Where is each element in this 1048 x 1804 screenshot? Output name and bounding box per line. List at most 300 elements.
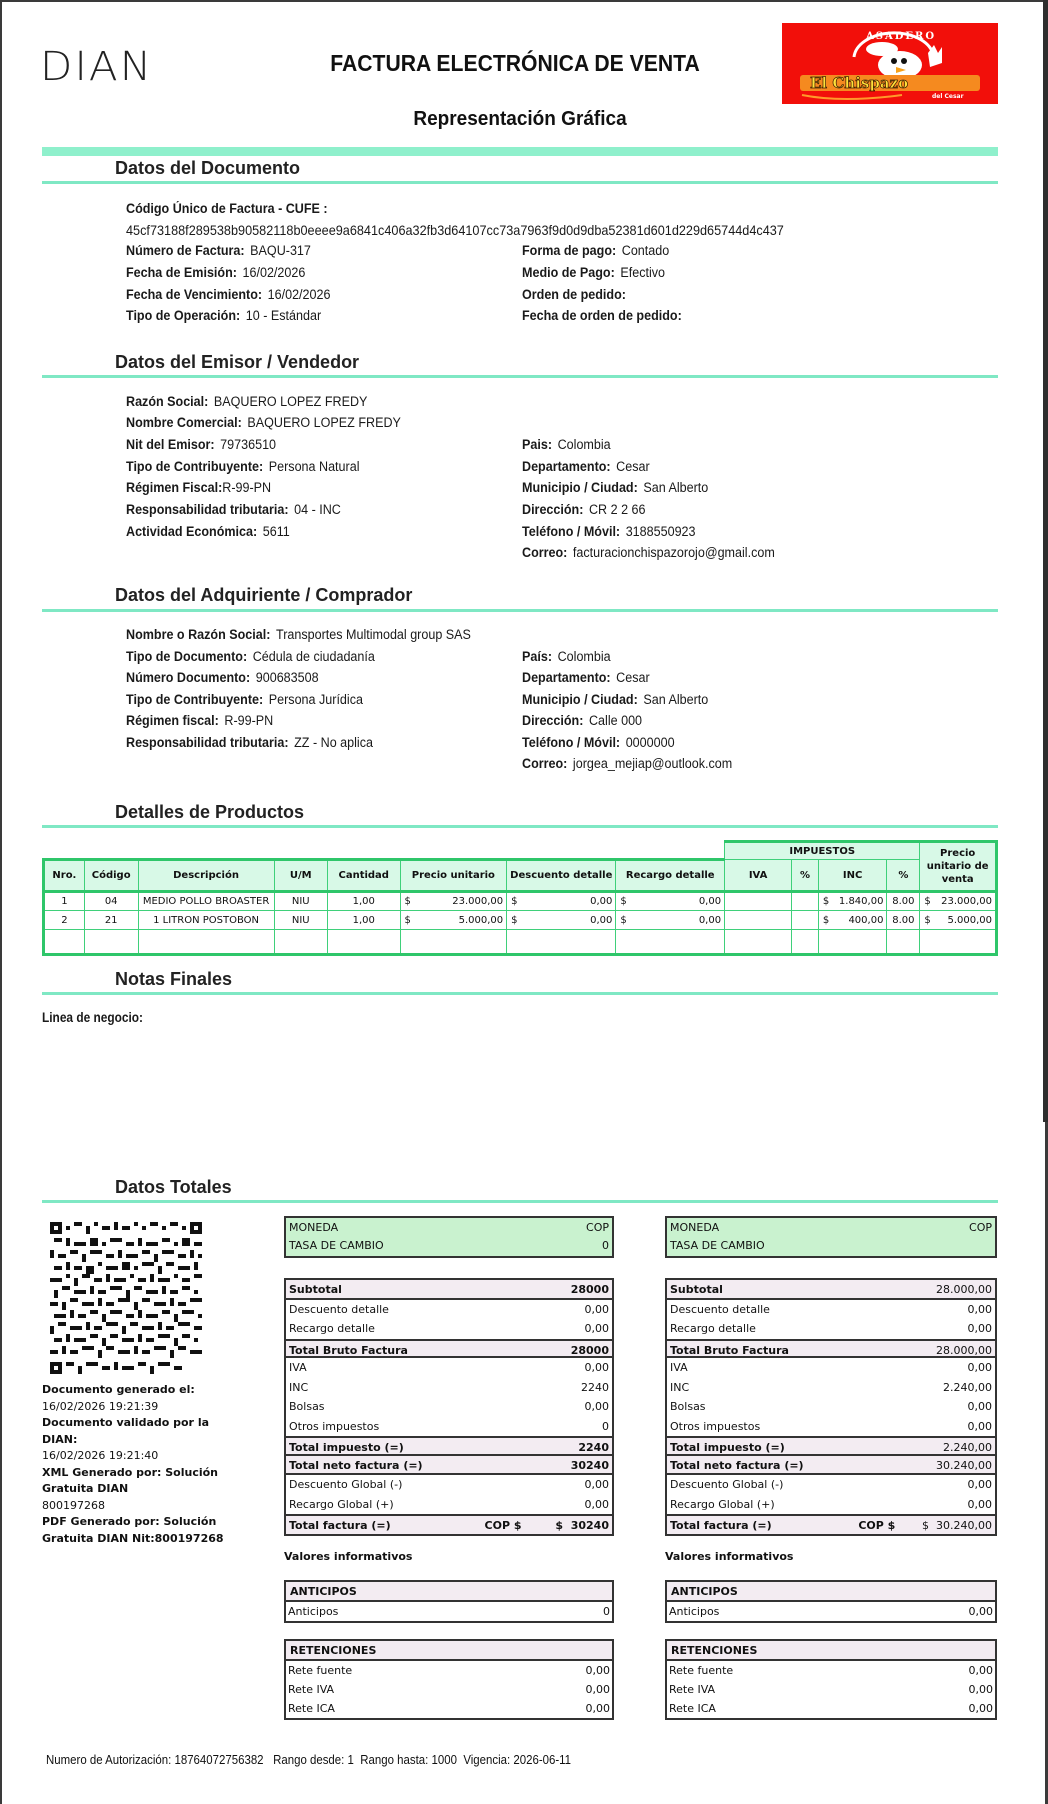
tasa-label: TASA DE CAMBIO	[289, 1239, 384, 1252]
total-row	[286, 1358, 612, 1378]
total-row	[667, 1436, 995, 1456]
header-recargo: Recargo detalle	[616, 860, 725, 892]
field-direccion	[522, 713, 642, 728]
row-value: 2240	[581, 1380, 609, 1394]
cell-value: 400,00	[848, 914, 884, 926]
cell-precio-unitario	[400, 892, 507, 911]
svg-text:El Chispazo: El Chispazo	[810, 74, 909, 92]
row-currency: COP $	[858, 1519, 896, 1532]
currency-symbol: $	[404, 914, 411, 926]
field-correo	[522, 756, 732, 771]
table-row	[44, 911, 997, 930]
row-value: 0	[603, 1604, 610, 1618]
totals-box	[665, 1278, 997, 1536]
retenciones-header: RETENCIONES	[667, 1641, 995, 1661]
authorization-footer	[46, 1752, 571, 1767]
retencion-row	[667, 1680, 995, 1699]
row-value: 30.240,00	[936, 1458, 992, 1472]
field-label: Tipo de Operación:	[126, 308, 241, 323]
field-numero-documento	[126, 670, 319, 685]
row-value: 0,00	[584, 1497, 609, 1511]
field-value: jorgea_mejiap@outlook.com	[572, 756, 733, 771]
row-value: 0,00	[968, 1663, 993, 1677]
row-label: Anticipos	[288, 1604, 339, 1618]
totals-column-right	[665, 1216, 997, 1720]
cell-nro: 2	[44, 911, 85, 930]
total-row	[667, 1397, 995, 1417]
header-nro: Nro.	[44, 860, 85, 892]
field-label: Régimen fiscal:	[126, 713, 219, 728]
field-label: Forma de pago:	[522, 243, 617, 258]
row-label: Recargo Global (+)	[670, 1497, 775, 1511]
cufe-value: 45cf73188f289538b90582118b0eeee9a6841c406a32fb3d64107cc73a7963f9d0d9dba52381d601d229d65744d4c437	[126, 222, 784, 238]
rango-desde-label: Rango desde:	[273, 1752, 345, 1767]
retencion-row	[667, 1699, 995, 1718]
field-tipo-contribuyente	[126, 459, 359, 474]
cell-recargo	[616, 892, 725, 911]
field-pais	[522, 437, 611, 452]
total-row	[286, 1378, 612, 1398]
row-label: Otros impuestos	[670, 1419, 761, 1433]
field-value: 04 - INC	[294, 502, 341, 517]
field-value: Cédula de ciudadanía	[252, 649, 375, 664]
header-impuestos: IMPUESTOS	[725, 842, 920, 860]
cell-inc-pct: 8.00	[887, 911, 920, 930]
retenciones-box	[665, 1639, 997, 1720]
cell-value: 0,00	[590, 896, 613, 907]
field-pais	[522, 649, 611, 664]
totals-box	[284, 1278, 614, 1536]
field-responsabilidad	[126, 735, 373, 750]
info-line: 800197268	[42, 1498, 105, 1512]
section-title-adquiriente: Datos del Adquiriente / Comprador	[115, 585, 413, 605]
row-label: INC	[670, 1380, 690, 1394]
field-label: Número Documento:	[126, 670, 251, 685]
cell-value: 0,00	[698, 896, 722, 907]
row-label: Rete fuente	[288, 1663, 353, 1677]
table-row	[44, 892, 997, 911]
cufe-label-row	[126, 201, 328, 216]
row-value: $ 30.240,00	[922, 1519, 992, 1532]
section-divider	[42, 1200, 998, 1203]
row-label: Rete IVA	[669, 1682, 716, 1696]
field-value: Transportes Multimodal group SAS	[275, 627, 471, 642]
row-label: Total neto factura (=)	[289, 1458, 423, 1472]
header-iva: IVA	[725, 860, 792, 892]
row-value: 28.000,00	[936, 1283, 992, 1296]
cell-precio-venta	[920, 892, 997, 911]
section-title-productos: Detalles de Productos	[115, 802, 305, 822]
field-label: Teléfono / Móvil:	[522, 524, 621, 539]
field-value: Cesar	[616, 670, 650, 685]
row-value: 0,00	[967, 1400, 992, 1413]
cell-descripcion: 1 LITRON POSTOBON	[138, 911, 274, 930]
field-label: Correo:	[522, 545, 568, 560]
linea-negocio-label: Linea de negocio:	[42, 1010, 143, 1025]
brand-logo	[782, 23, 998, 104]
totals-column-left	[284, 1216, 614, 1720]
field-label: Departamento:	[522, 459, 611, 474]
row-label: Subtotal	[289, 1283, 342, 1296]
header-cantidad: Cantidad	[327, 860, 400, 892]
retencion-row	[667, 1661, 995, 1680]
row-label: Total factura (=)	[670, 1519, 772, 1532]
retenciones-header: RETENCIONES	[286, 1641, 612, 1661]
cell-value: 23.000,00	[452, 896, 504, 907]
field-medio-pago	[522, 265, 665, 280]
row-label: Rete ICA	[288, 1701, 335, 1715]
document-subtitle: Representación Gráfica	[413, 108, 627, 130]
field-label: Correo:	[522, 756, 568, 771]
cell-iva	[725, 892, 792, 911]
cell-inc-pct: 8.00	[887, 892, 920, 911]
retenciones-box	[284, 1639, 614, 1720]
row-value: 0,00	[967, 1302, 992, 1316]
chicken-mascot-icon	[782, 23, 998, 104]
row-value: 0,00	[967, 1419, 992, 1433]
total-row	[667, 1495, 995, 1515]
field-label: Teléfono / Móvil:	[522, 735, 621, 750]
autorizacion-value: 18764072756382	[174, 1752, 264, 1767]
section-title-documento: Datos del Documento	[115, 158, 301, 178]
row-label: IVA	[289, 1361, 307, 1374]
field-value: 0000000	[625, 735, 675, 750]
moneda-label: MONEDA	[670, 1221, 720, 1234]
currency-symbol: $	[404, 896, 411, 907]
cell-descripcion: MEDIO POLLO BROASTER	[138, 892, 274, 911]
row-label: Total Bruto Factura	[670, 1343, 789, 1357]
cell-iva-pct	[792, 911, 819, 930]
info-line: Documento validado por la DIAN:	[42, 1416, 210, 1446]
header-inc: INC	[818, 860, 887, 892]
section-title-totales: Datos Totales	[115, 1177, 232, 1197]
row-value: 2.240,00	[943, 1380, 992, 1394]
row-label: Total impuesto (=)	[670, 1441, 785, 1454]
row-value: 0,00	[584, 1302, 609, 1316]
field-label: Dirección:	[522, 502, 584, 517]
field-value: BAQU-317	[250, 243, 311, 258]
info-line: 16/02/2026 19:21:39	[42, 1399, 159, 1413]
tasa-value: 0	[602, 1239, 609, 1252]
total-row	[667, 1319, 995, 1339]
field-label: Fecha de Emisión:	[126, 265, 237, 280]
dian-logo: DIAN	[40, 44, 154, 90]
field-label: Tipo de Contribuyente:	[126, 459, 264, 474]
moneda-label: MONEDA	[289, 1221, 339, 1234]
qr-code[interactable]	[50, 1222, 202, 1374]
anticipos-header: ANTICIPOS	[667, 1582, 995, 1602]
row-value: 0,00	[967, 1322, 992, 1335]
row-label: Total impuesto (=)	[289, 1441, 404, 1454]
total-row	[286, 1300, 612, 1320]
currency-symbol: $	[620, 914, 627, 926]
total-row	[286, 1339, 612, 1359]
field-telefono	[522, 524, 696, 539]
products-table	[42, 840, 998, 956]
field-value: facturacionchispazorojo@gmail.com	[572, 545, 775, 560]
cell-precio-unitario	[400, 911, 507, 930]
row-value: 0,00	[584, 1322, 609, 1335]
row-label: Otros impuestos	[289, 1419, 380, 1433]
row-label: Subtotal	[670, 1283, 723, 1296]
row-value: 0,00	[968, 1682, 993, 1696]
row-label: Descuento Global (-)	[670, 1478, 784, 1491]
field-numero-factura	[126, 243, 311, 258]
row-value: 0,00	[584, 1400, 609, 1413]
document-title: FACTURA ELECTRÓNICA DE VENTA	[330, 50, 700, 76]
section-divider	[42, 609, 998, 612]
cell-codigo: 04	[84, 892, 138, 911]
row-value: 0,00	[968, 1604, 993, 1618]
field-actividad-economica	[126, 524, 290, 539]
cell-precio-venta	[920, 911, 997, 930]
cell-um: NIU	[274, 892, 327, 911]
row-label: Total Bruto Factura	[289, 1343, 408, 1357]
field-label: Razón Social:	[126, 394, 209, 409]
rango-desde-value: 1	[347, 1752, 354, 1767]
total-row	[667, 1280, 995, 1300]
field-value: Contado	[621, 243, 670, 258]
anticipos-box	[284, 1580, 614, 1623]
row-value: 0,00	[584, 1361, 609, 1374]
total-row	[667, 1378, 995, 1398]
field-label: Número de Factura:	[126, 243, 245, 258]
field-value: 16/02/2026	[242, 265, 306, 280]
field-value: Calle 000	[588, 713, 643, 728]
cell-descuento	[507, 911, 616, 930]
row-value: 2240	[578, 1441, 609, 1454]
section-divider	[42, 992, 998, 995]
cell-descuento	[507, 892, 616, 911]
section-title-notas: Notas Finales	[115, 969, 233, 989]
section-bar-top	[42, 147, 998, 156]
row-label: Total neto factura (=)	[670, 1458, 804, 1472]
row-label: Total factura (=)	[289, 1519, 391, 1532]
info-line: 16/02/2026 19:21:40	[42, 1449, 159, 1462]
field-value: 5611	[262, 524, 290, 539]
row-label: Descuento Global (-)	[289, 1478, 403, 1491]
retencion-row	[286, 1699, 612, 1718]
field-value: 900683508	[255, 670, 319, 685]
header-iva-pct: %	[792, 860, 819, 892]
row-value: 0,00	[967, 1497, 992, 1511]
info-line: XML Generado por: Solución Gratuita DIAN	[42, 1465, 218, 1495]
field-label: Orden de pedido:	[522, 287, 626, 302]
row-label: Bolsas	[289, 1400, 325, 1413]
field-label: Tipo de Documento:	[126, 649, 248, 664]
field-label: Nit del Emisor:	[126, 437, 215, 452]
rango-hasta-value: 1000	[431, 1752, 457, 1767]
field-label: Departamento:	[522, 670, 611, 685]
row-value: 0,00	[968, 1701, 993, 1715]
field-label: Nombre o Razón Social:	[126, 627, 271, 642]
anticipos-box	[665, 1580, 997, 1623]
field-nombre-comercial	[126, 415, 401, 430]
row-label: Anticipos	[669, 1604, 720, 1618]
field-nombre-razon-social	[126, 627, 471, 642]
section-divider	[42, 375, 998, 378]
field-label: Actividad Económica:	[126, 524, 258, 539]
total-row	[667, 1358, 995, 1378]
field-value: 10 - Estándar	[245, 308, 322, 323]
vigencia-label: Vigencia:	[463, 1752, 511, 1767]
header-um: U/M	[274, 860, 327, 892]
total-row	[667, 1339, 995, 1359]
valores-informativos-label: Valores informativos	[665, 1549, 794, 1563]
cell-cantidad: 1,00	[327, 911, 400, 930]
field-value: 3188550923	[625, 524, 696, 539]
total-row	[667, 1456, 995, 1476]
field-telefono	[522, 735, 675, 750]
field-regimen-fiscal	[126, 480, 271, 495]
currency-symbol: $	[511, 896, 518, 907]
retencion-row	[286, 1680, 612, 1699]
field-tipo-documento	[126, 649, 375, 664]
total-row	[286, 1436, 612, 1456]
field-value: Persona Natural	[268, 459, 360, 474]
field-value: ZZ - No aplica	[294, 735, 373, 750]
field-tipo-contribuyente	[126, 692, 363, 707]
cell-nro: 1	[44, 892, 85, 911]
field-value: BAQUERO LOPEZ FREDY	[213, 394, 368, 409]
row-label: Recargo Global (+)	[289, 1497, 394, 1511]
field-value: Efectivo	[620, 265, 666, 280]
moneda-value: COP	[969, 1221, 992, 1234]
field-razon-social	[126, 394, 367, 409]
total-row	[286, 1397, 612, 1417]
row-label: Bolsas	[670, 1400, 706, 1413]
currency-symbol: $	[822, 896, 830, 907]
field-orden-pedido	[522, 287, 632, 302]
retencion-row	[286, 1661, 612, 1680]
row-label: Recargo detalle	[670, 1322, 756, 1335]
rango-hasta-label: Rango hasta:	[360, 1752, 429, 1767]
currency-box	[665, 1216, 997, 1258]
scrollbar[interactable]	[1043, 0, 1048, 1122]
autorizacion-label: Numero de Autorización:	[46, 1752, 172, 1767]
row-value: 0,00	[967, 1478, 992, 1491]
cell-inc	[818, 892, 887, 911]
field-direccion	[522, 502, 646, 517]
field-value: CR 2 2 66	[588, 502, 646, 517]
cell-codigo: 21	[84, 911, 138, 930]
header-descripcion: Descripción	[138, 860, 274, 892]
cell-value: 5.000,00	[947, 914, 992, 926]
field-nit-emisor	[126, 437, 276, 452]
table-filler-row	[44, 930, 997, 955]
row-label: IVA	[670, 1361, 688, 1374]
cell-value: 0,00	[590, 914, 613, 926]
row-value: 0,00	[585, 1663, 610, 1677]
total-row	[286, 1495, 612, 1515]
field-label: Nombre Comercial:	[126, 415, 242, 430]
row-value: 0,00	[967, 1361, 992, 1374]
field-regimen-fiscal	[126, 713, 273, 728]
total-row	[286, 1319, 612, 1339]
field-value: Persona Jurídica	[268, 692, 363, 707]
valores-informativos-label: Valores informativos	[284, 1549, 413, 1563]
row-label: Rete IVA	[288, 1682, 335, 1696]
row-value: 0,00	[585, 1701, 610, 1715]
row-label: Rete fuente	[669, 1663, 734, 1677]
cufe-label: Código Único de Factura - CUFE :	[126, 201, 328, 216]
field-value: R-99-PN	[222, 480, 272, 495]
page-frame-left	[0, 0, 2, 1804]
field-label: Régimen Fiscal:	[126, 480, 223, 495]
svg-text:ASADERO: ASADERO	[866, 31, 937, 42]
cell-value: 5.000,00	[458, 914, 504, 926]
row-label: INC	[289, 1380, 309, 1394]
field-value: Colombia	[557, 649, 611, 664]
total-row	[286, 1456, 612, 1476]
field-value: BAQUERO LOPEZ FREDY	[247, 415, 401, 430]
field-value: Cesar	[616, 459, 650, 474]
total-factura-row	[286, 1514, 612, 1534]
field-label: Responsabilidad tributaria:	[126, 502, 289, 517]
field-label: Medio de Pago:	[522, 265, 615, 280]
section-title-emisor: Datos del Emisor / Vendedor	[115, 352, 360, 372]
field-tipo-operacion	[126, 308, 321, 323]
field-label: Pais:	[522, 437, 553, 452]
currency-symbol: $	[924, 914, 931, 926]
field-label: Fecha de orden de pedido:	[522, 308, 682, 323]
total-row	[667, 1300, 995, 1320]
cell-value: 0,00	[698, 914, 722, 926]
field-departamento	[522, 670, 650, 685]
moneda-value: COP	[586, 1221, 609, 1234]
header-inc-pct: %	[887, 860, 920, 892]
field-fecha-orden-pedido	[522, 308, 687, 323]
cell-um: NIU	[274, 911, 327, 930]
currency-symbol: $	[620, 896, 627, 907]
total-row	[667, 1475, 995, 1495]
field-label: Fecha de Vencimiento:	[126, 287, 263, 302]
row-value: 30240	[570, 1458, 609, 1472]
row-currency: COP $	[484, 1519, 522, 1532]
row-label: Descuento detalle	[670, 1302, 770, 1316]
section-divider	[42, 181, 998, 184]
field-label: Tipo de Contribuyente:	[126, 692, 264, 707]
header-precio-unitario: Precio unitario	[400, 860, 507, 892]
field-responsabilidad	[126, 502, 341, 517]
cell-cantidad: 1,00	[327, 892, 400, 911]
vigencia-value: 2026-06-11	[513, 1752, 572, 1767]
info-line: Documento generado el:	[42, 1383, 195, 1396]
row-label: Descuento detalle	[289, 1302, 389, 1316]
field-correo	[522, 545, 775, 560]
field-municipio	[522, 480, 708, 495]
field-value: 16/02/2026	[267, 287, 331, 302]
section-divider	[42, 825, 998, 828]
qr-code-icon	[50, 1222, 202, 1374]
field-label: Municipio / Ciudad:	[522, 480, 638, 495]
field-label: Municipio / Ciudad:	[522, 692, 638, 707]
anticipos-row	[667, 1602, 995, 1621]
currency-symbol: $	[924, 896, 931, 907]
total-row	[286, 1417, 612, 1437]
total-factura-row	[667, 1514, 995, 1534]
row-value: 28000	[570, 1283, 609, 1296]
field-value: R-99-PN	[224, 713, 274, 728]
field-value: San Alberto	[643, 692, 709, 707]
header-codigo: Código	[84, 860, 138, 892]
cell-recargo	[616, 911, 725, 930]
row-value: $ 30240	[555, 1519, 609, 1532]
row-value: 2.240,00	[943, 1441, 992, 1454]
field-fecha-emision	[126, 265, 305, 280]
anticipos-row	[286, 1602, 612, 1621]
header-descuento: Descuento detalle	[507, 860, 616, 892]
